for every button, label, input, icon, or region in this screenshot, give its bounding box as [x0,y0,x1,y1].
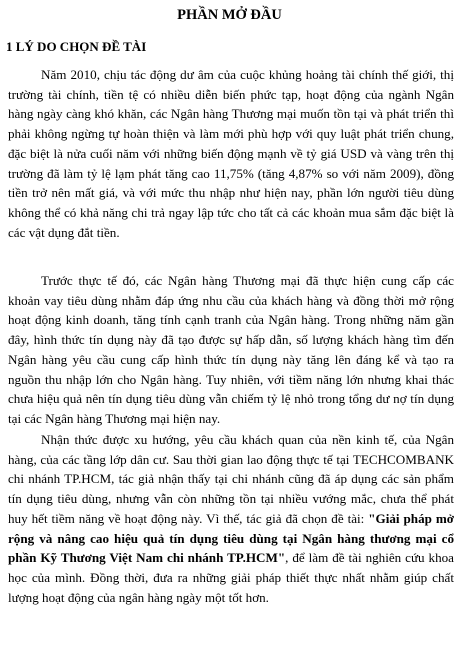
paragraph-3-text-start: Nhận thức được xu hướng, yêu cầu khách quan của nền kinh tế, của Ngân hàng, của các tầng lớp dân cư. Sau thời gian lao động thực tế tại TECHCOMBANK chi nhánh TP.HCM, tác giả nhận thấy tại chi nhánh cũng đã áp dụng các sản phẩm tín dụng tiêu dùng, nhưng vẫn còn những tồn tại nhiều vướng mắc, chưa thể phát huy hết tiềm năng về hoạt động này. Vì thế, tác giả đã chọn đề tài: [8,432,454,526]
body-paragraph-3 [8,430,454,607]
section-heading: 1 LÝ DO CHỌN ĐỀ TÀI [6,39,147,54]
body-paragraph-1: Năm 2010, chịu tác động dư âm của cuộc khủng hoảng tài chính thế giới, thị trường tài chính, tiền tệ có nhiều diễn biến phức tạp, hoạt động của ngành Ngân hàng ngày càng khó khăn, các Ngân hàng Thương mại muốn tồn tại và phát triển thì phải không ngừng tự hoàn thiện và làm mới phù hợp với quy luật phát triển chung, đặc biệt là nửa cuối năm với những biến động mạnh về tỷ giá USD và vàng trên thị trường đã làm tỷ lệ lạm phát tăng cao 11,75% (tăng 4,87% so với năm 2009), đồng tiền trở nên mất giá, và với mức thu nhập như hiện nay, phần lớn người tiêu dùng không thể có khả năng chi trả ngay lập tức cho tất cả các khoản mua sắm đặc biệt là các vật dụng đắt tiền. [8,67,454,240]
body-paragraph-2: Trước thực tế đó, các Ngân hàng Thương mại đã thực hiện cung cấp các khoản vay tiêu dùng nhằm đáp ứng nhu cầu của khách hàng và đồng thời mở rộng hoạt động kinh doanh, tăng tính cạnh tranh của Ngân hàng. Trong những năm gần đây, hình thức tín dụng này đã tạo được sự hấp dẫn, số lượng khách hàng tìm đến Ngân hàng yêu cầu cung cấp hình thức tín dụng này tăng lên đáng kể và tạo ra nguồn thu nhập lớn cho Ngân hàng. Tuy nhiên, với tiềm năng lớn nhưng khai thác chưa hiệu quả nên tín dụng tiêu dùng vẫn chiếm tỷ lệ nhỏ trong tổng dư nợ tín dụng tại các Ngân hàng Thương mại hiện nay. [8,273,454,426]
thesis-topic-emphasis: "Giải pháp mở rộng và nâng cao hiệu quả tín dụng tiêu dùng tại Ngân hàng thương mại cổ phần Kỹ Thương Việt Nam chi nhánh TP.HCM" [8,510,455,566]
paragraph-3-text-end: , để làm đề tài nghiên cứu khoa học của mình. Đồng thời, đưa ra những giải pháp thiết thực nhất nhằm giúp chất lượng hoạt động của ngân hàng ngày một tốt hơn. [8,550,454,605]
page-title: PHẦN MỞ ĐẦU [177,7,282,23]
